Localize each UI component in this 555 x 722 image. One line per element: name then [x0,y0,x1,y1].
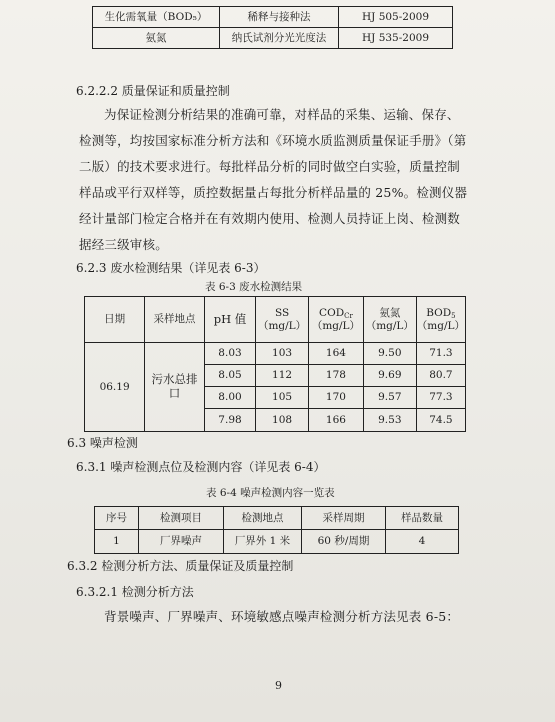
table-cell: 105 [256,387,309,409]
table-cell: 60 秒/周期 [302,530,386,554]
table-caption-6-3: 表 6-3 废水检测结果 [205,281,303,293]
table-cell: 8.00 [204,387,255,409]
section-heading-6-2-2-2: 6.2.2.2 质量保证和质量控制 [76,84,230,98]
header-date: 日期 [85,297,145,343]
header-cod-unit: （mg/L） [311,319,361,332]
table-row [85,343,466,365]
cell-date: 06.19 [85,343,145,432]
section-heading-6-3-1: 6.3.1 噪声检测点位及检测内容（详见表 6-4） [76,460,326,474]
table-header-row [95,507,459,530]
table-cell: 164 [309,343,364,365]
header-bod-label: BOD [426,306,452,319]
table-cell: 166 [309,409,364,432]
header-bod [416,297,465,343]
table-cell: 9.50 [363,343,416,365]
table-cell: 1 [95,530,139,554]
paragraph-line: 二版）的技术要求进行。每批样品分析的同时做空白实验，质量控制 [79,159,461,174]
table-cell: 112 [256,365,309,387]
header-site: 采样地点 [145,297,205,343]
table-cell: 生化需氧量（BOD₅） [93,7,220,28]
table-cell: 9.57 [363,387,416,409]
table-cell: 7.98 [204,409,255,432]
table-cell: 纳氏试剂分光光度法 [220,28,339,49]
paragraph-line: 为保证检测分析结果的准确可靠，对样品的采集、运输、保存、 [104,107,460,122]
table-row [93,28,453,49]
section-heading-6-3-2-1: 6.3.2.1 检测分析方法 [76,585,194,599]
header-cod-label: COD [319,306,345,319]
header-ph: pH 值 [204,297,255,343]
section-heading-6-2-3: 6.2.3 废水检测结果（详见表 6-3） [76,261,266,275]
table-cell: 稀释与接种法 [220,7,339,28]
wastewater-results-table [84,296,466,432]
table-cell: 9.69 [363,365,416,387]
section-heading-6-3: 6.3 噪声检测 [67,436,138,450]
header-cod-subscript: Cr [344,311,353,320]
paragraph-line: 经计量部门检定合格并在有效期内使用、检测人员持证上岗、检测数 [79,211,461,226]
table-row [95,530,459,554]
table-cell: 170 [309,387,364,409]
page-number: 9 [275,679,282,692]
table-header-cell: 序号 [95,507,139,530]
table-header-cell: 样品数量 [386,507,459,530]
paragraph-line: 样品或平行双样等，质控数据量占每批分析样品量的 25%。检测仪器 [79,185,468,200]
section-heading-6-3-2: 6.3.2 检测分析方法、质量保证及质量控制 [67,559,294,573]
header-nh3: 氨氮 （mg/L） [363,297,416,343]
table-cell: 氨氮 [93,28,220,49]
header-bod-unit: （mg/L） [416,319,465,332]
table-cell: 71.3 [416,343,465,365]
table-header-cell: 检测地点 [224,507,302,530]
paragraph-line: 据经三级审核。 [79,237,168,252]
table-cell: 74.5 [416,409,465,432]
table-cell: 108 [256,409,309,432]
table-cell: 80.7 [416,365,465,387]
noise-content-table [94,506,459,554]
table-header-cell: 检测项目 [139,507,224,530]
table-row [93,7,453,28]
table-caption-6-4: 表 6-4 噪声检测内容一览表 [206,487,335,499]
table-cell: 9.53 [363,409,416,432]
paragraph-line: 检测等，均按国家标准分析方法和《环境水质监测质量保证手册》（第 [79,133,467,148]
table-header-row [85,297,466,343]
table-header-cell: 采样周期 [302,507,386,530]
table-cell: 103 [256,343,309,365]
table-cell: 178 [309,365,364,387]
table-cell: HJ 535-2009 [339,28,453,49]
table-cell: 8.05 [204,365,255,387]
header-ss: SS （mg/L） [256,297,309,343]
table-cell: 厂界噪声 [139,530,224,554]
header-cod [309,297,364,343]
paragraph-line: 背景噪声、厂界噪声、环境敏感点噪声检测分析方法见表 6-5： [104,609,460,624]
table-cell: 8.03 [204,343,255,365]
table-cell: 77.3 [416,387,465,409]
method-table [92,6,453,49]
header-bod-subscript: 5 [451,311,456,320]
table-cell: 4 [386,530,459,554]
table-cell: 厂界外 1 米 [224,530,302,554]
table-cell: HJ 505-2009 [339,7,453,28]
cell-site: 污水总排 口 [145,343,205,432]
